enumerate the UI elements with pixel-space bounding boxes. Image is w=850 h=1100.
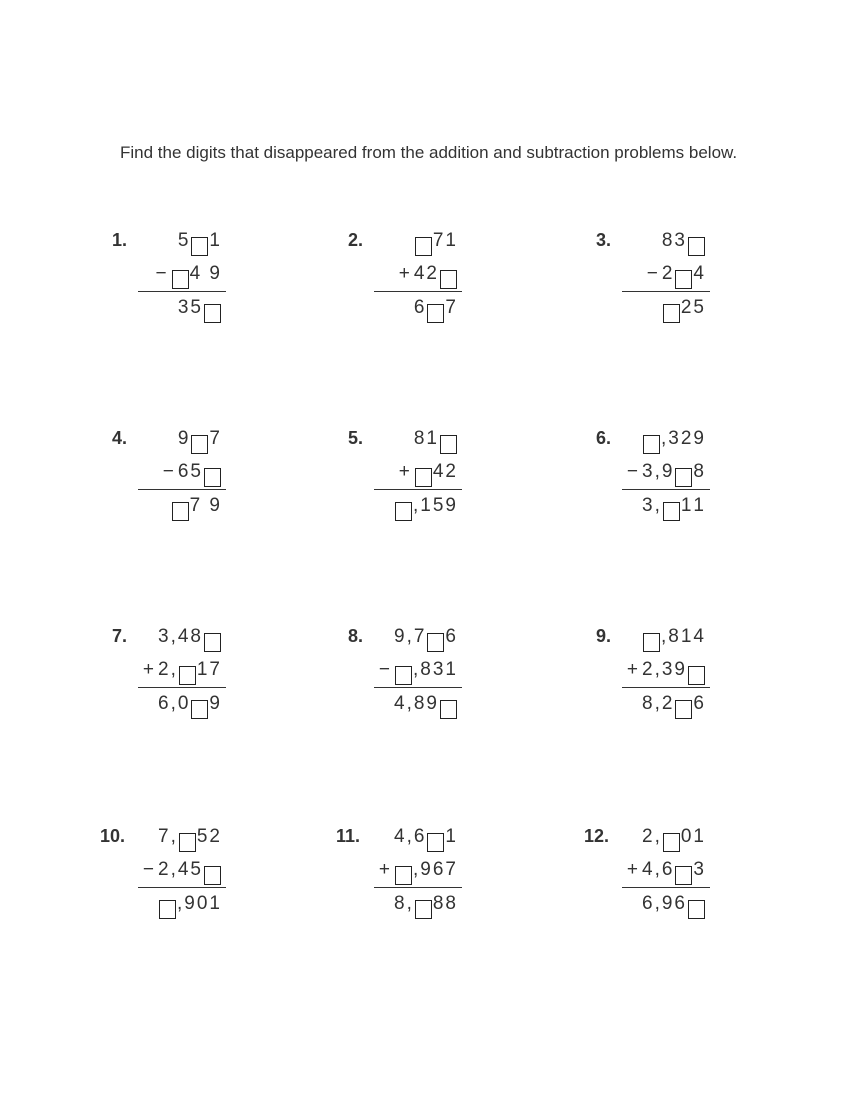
digit: 1 — [209, 230, 222, 251]
problem-number: 1. — [112, 230, 128, 250]
digit: 9 — [426, 693, 439, 714]
digit: 3 — [693, 859, 706, 880]
instructions-text: Find the digits that disappeared from the addition and subtraction problems below. — [120, 143, 738, 162]
digit — [202, 495, 209, 517]
digit: 3 — [641, 461, 655, 482]
digit: 1 — [445, 230, 458, 251]
problem-number: 8. — [348, 626, 364, 646]
missing-digit-box[interactable] — [172, 270, 189, 289]
digit: 5 — [190, 859, 203, 880]
top-number — [414, 230, 458, 256]
plus-sign: + — [398, 461, 410, 482]
top-number — [158, 626, 222, 652]
digit: 6 — [432, 859, 446, 880]
digit: 2 — [641, 826, 655, 847]
digit — [202, 263, 209, 285]
problem-8 — [348, 626, 548, 736]
digit: 8 — [641, 693, 655, 714]
digit: 5 — [190, 297, 203, 318]
minus-sign: − — [378, 659, 390, 680]
bottom-number — [399, 461, 458, 487]
digit: 7 — [445, 859, 458, 880]
top-number — [178, 230, 222, 256]
problem-number: 6. — [596, 428, 612, 448]
bottom-number — [399, 263, 458, 289]
problem-7 — [112, 626, 312, 736]
digit: 7 — [157, 826, 171, 847]
missing-digit-box[interactable] — [427, 633, 444, 652]
comma: , — [654, 893, 662, 914]
sum-line — [622, 291, 710, 292]
missing-digit-box[interactable] — [395, 666, 412, 685]
problem-number: 7. — [112, 626, 128, 646]
top-number — [394, 626, 458, 652]
top-number — [642, 626, 706, 652]
digit: 2 — [641, 659, 655, 680]
comma: , — [654, 659, 662, 680]
digit: 9 — [209, 693, 222, 714]
digit: 3 — [157, 626, 171, 647]
result-number — [178, 297, 222, 323]
missing-digit-box[interactable] — [191, 700, 208, 719]
missing-digit-box[interactable] — [172, 502, 189, 521]
problem-4 — [112, 428, 312, 538]
result-number — [394, 693, 458, 719]
comma: , — [412, 659, 421, 680]
comma: , — [176, 893, 185, 914]
minus-sign: − — [626, 461, 638, 482]
digit: 6 — [674, 893, 687, 914]
digit: 6 — [661, 859, 675, 880]
plus-sign: + — [142, 659, 154, 680]
digit: 6 — [157, 693, 171, 714]
digit: 3 — [432, 659, 446, 680]
digit: 2 — [661, 263, 675, 284]
digit: 5 — [432, 495, 446, 516]
comma: , — [406, 826, 414, 847]
missing-digit-box[interactable] — [440, 435, 457, 454]
digit: 2 — [157, 659, 171, 680]
top-number — [178, 428, 222, 454]
plus-sign: + — [626, 659, 638, 680]
comma: , — [170, 826, 178, 847]
missing-digit-box[interactable] — [159, 900, 176, 919]
missing-digit-box[interactable] — [675, 866, 692, 885]
result-number — [171, 495, 222, 521]
missing-digit-box[interactable] — [179, 666, 196, 685]
missing-digit-box[interactable] — [675, 700, 692, 719]
missing-digit-box[interactable] — [204, 468, 221, 487]
sum-line — [622, 887, 710, 888]
digit: 7 — [209, 659, 222, 680]
problem-number: 4. — [112, 428, 128, 448]
digit: 9 — [674, 659, 687, 680]
result-number — [642, 693, 706, 719]
digit: 7 — [209, 428, 222, 449]
digit: 9 — [393, 626, 407, 647]
digit: 3 — [641, 495, 655, 516]
missing-digit-box[interactable] — [415, 237, 432, 256]
sum-line — [622, 687, 710, 688]
digit: 0 — [196, 893, 210, 914]
top-number — [642, 826, 706, 852]
comma: , — [412, 859, 421, 880]
missing-digit-box[interactable] — [440, 700, 457, 719]
digit: 1 — [680, 626, 694, 647]
top-number — [662, 230, 706, 256]
top-number — [414, 428, 458, 454]
digit: 4 — [189, 263, 203, 284]
digit: 1 — [680, 495, 694, 516]
bottom-number — [627, 659, 706, 685]
digit: 1 — [445, 659, 458, 680]
missing-digit-box[interactable] — [675, 468, 692, 487]
missing-digit-box[interactable] — [415, 900, 432, 919]
digit: 8 — [661, 230, 675, 251]
result-number — [394, 495, 458, 521]
comma: , — [170, 626, 178, 647]
digit: 4 — [393, 826, 407, 847]
comma: , — [406, 893, 414, 914]
missing-digit-box[interactable] — [663, 833, 680, 852]
digit: 8 — [190, 626, 203, 647]
digit: 9 — [661, 461, 675, 482]
digit: 6 — [413, 297, 427, 318]
result-number — [158, 693, 222, 719]
digit: 5 — [693, 297, 706, 318]
problem-6 — [596, 428, 796, 538]
top-number — [158, 826, 222, 852]
problem-3 — [596, 230, 796, 340]
digit: 7 — [189, 495, 203, 516]
problem-number: 12. — [584, 826, 610, 846]
problem-5 — [348, 428, 548, 538]
minus-sign: − — [155, 263, 167, 284]
digit: 0 — [177, 693, 191, 714]
digit: 8 — [445, 893, 458, 914]
comma: , — [412, 495, 421, 516]
plus-sign: + — [626, 859, 638, 880]
digit: 1 — [196, 659, 210, 680]
result-number — [394, 893, 458, 919]
problem-number: 11. — [336, 826, 361, 846]
digit: 6 — [413, 826, 427, 847]
missing-digit-box[interactable] — [179, 833, 196, 852]
comma: , — [654, 693, 662, 714]
minus-sign: − — [162, 461, 174, 482]
missing-digit-box[interactable] — [415, 468, 432, 487]
comma: , — [660, 626, 669, 647]
digit: 8 — [432, 893, 446, 914]
bottom-number — [155, 263, 222, 289]
problem-11 — [336, 826, 548, 936]
missing-digit-box[interactable] — [675, 270, 692, 289]
digit: 1 — [209, 893, 222, 914]
missing-digit-box[interactable] — [427, 304, 444, 323]
missing-digit-box[interactable] — [395, 502, 412, 521]
result-number — [662, 297, 706, 323]
digit: 7 — [432, 230, 446, 251]
digit: 8 — [413, 693, 427, 714]
sum-line — [138, 887, 226, 888]
digit: 8 — [420, 659, 433, 680]
problem-10 — [100, 826, 312, 936]
missing-digit-box[interactable] — [204, 866, 221, 885]
digit: 3 — [661, 659, 675, 680]
comma: , — [406, 693, 414, 714]
digit: 3 — [668, 428, 681, 449]
digit: 9 — [420, 859, 433, 880]
result-number — [642, 495, 706, 521]
result-number — [158, 893, 222, 919]
digit: 2 — [445, 461, 458, 482]
digit: 9 — [209, 495, 222, 516]
sum-line — [374, 489, 462, 490]
comma: , — [170, 659, 178, 680]
bottom-number — [143, 659, 222, 685]
digit: 5 — [177, 230, 191, 251]
digit: 9 — [177, 428, 191, 449]
problem-12 — [584, 826, 796, 936]
digit: 4 — [177, 859, 191, 880]
missing-digit-box[interactable] — [643, 633, 660, 652]
bottom-number — [163, 461, 222, 487]
digit: 6 — [693, 693, 706, 714]
missing-digit-box[interactable] — [688, 666, 705, 685]
bottom-number — [627, 859, 706, 885]
missing-digit-box[interactable] — [688, 237, 705, 256]
digit: 3 — [674, 230, 687, 251]
missing-digit-box[interactable] — [191, 237, 208, 256]
comma: , — [654, 826, 662, 847]
problem-number: 5. — [348, 428, 364, 448]
missing-digit-box[interactable] — [427, 833, 444, 852]
bottom-number — [379, 659, 458, 685]
digit: 4 — [641, 859, 655, 880]
result-number — [414, 297, 458, 323]
digit: 1 — [693, 495, 706, 516]
sum-line — [138, 291, 226, 292]
comma: , — [654, 461, 662, 482]
bottom-number — [647, 263, 706, 289]
sum-line — [138, 687, 226, 688]
digit: 3 — [177, 297, 191, 318]
comma: , — [406, 626, 414, 647]
plus-sign: + — [398, 263, 410, 284]
digit: 9 — [661, 893, 675, 914]
problem-9 — [596, 626, 796, 736]
digit: 2 — [661, 693, 675, 714]
digit: 2 — [680, 428, 694, 449]
comma: , — [654, 859, 662, 880]
missing-digit-box[interactable] — [440, 270, 457, 289]
comma: , — [170, 859, 178, 880]
digit: 9 — [209, 263, 222, 284]
top-number — [394, 826, 458, 852]
digit: 7 — [445, 297, 458, 318]
digit: 5 — [190, 461, 203, 482]
missing-digit-box[interactable] — [191, 435, 208, 454]
plus-sign: + — [378, 859, 390, 880]
digit: 5 — [196, 826, 210, 847]
digit: 2 — [157, 859, 171, 880]
bottom-number — [379, 859, 458, 885]
problem-1 — [112, 230, 312, 340]
digit: 4 — [177, 626, 191, 647]
missing-digit-box[interactable] — [204, 304, 221, 323]
missing-digit-box[interactable] — [643, 435, 660, 454]
result-number — [642, 893, 706, 919]
digit: 9 — [184, 893, 197, 914]
bottom-number — [143, 859, 222, 885]
missing-digit-box[interactable] — [663, 502, 680, 521]
top-number — [642, 428, 706, 454]
problem-number: 10. — [100, 826, 126, 846]
problem-number: 3. — [596, 230, 612, 250]
digit: 7 — [413, 626, 427, 647]
digit: 6 — [641, 893, 655, 914]
missing-digit-box[interactable] — [204, 633, 221, 652]
digit: 2 — [426, 263, 439, 284]
digit: 1 — [426, 428, 439, 449]
problem-number: 9. — [596, 626, 612, 646]
minus-sign: − — [142, 859, 154, 880]
digit: 1 — [693, 826, 706, 847]
digit: 9 — [445, 495, 458, 516]
digit: 2 — [680, 297, 694, 318]
minus-sign: − — [646, 263, 658, 284]
digit: 4 — [413, 263, 427, 284]
digit: 8 — [393, 893, 407, 914]
missing-digit-box[interactable] — [395, 866, 412, 885]
digit: 1 — [445, 826, 458, 847]
digit: 4 — [432, 461, 446, 482]
comma: , — [654, 495, 662, 516]
sum-line — [622, 489, 710, 490]
digit: 8 — [668, 626, 681, 647]
digit: 6 — [445, 626, 458, 647]
sum-line — [374, 887, 462, 888]
digit: 8 — [693, 461, 706, 482]
missing-digit-box[interactable] — [663, 304, 680, 323]
digit: 6 — [177, 461, 191, 482]
digit: 8 — [413, 428, 427, 449]
problem-2 — [348, 230, 548, 340]
sum-line — [374, 687, 462, 688]
digit: 4 — [393, 693, 407, 714]
missing-digit-box[interactable] — [688, 900, 705, 919]
sum-line — [374, 291, 462, 292]
sum-line — [138, 489, 226, 490]
digit: 1 — [420, 495, 433, 516]
digit: 2 — [209, 826, 222, 847]
problem-number: 2. — [348, 230, 364, 250]
comma: , — [660, 428, 669, 449]
comma: , — [170, 693, 178, 714]
digit: 4 — [693, 626, 706, 647]
digit: 0 — [680, 826, 694, 847]
digit: 4 — [693, 263, 706, 284]
digit: 9 — [693, 428, 706, 449]
bottom-number — [627, 461, 706, 487]
